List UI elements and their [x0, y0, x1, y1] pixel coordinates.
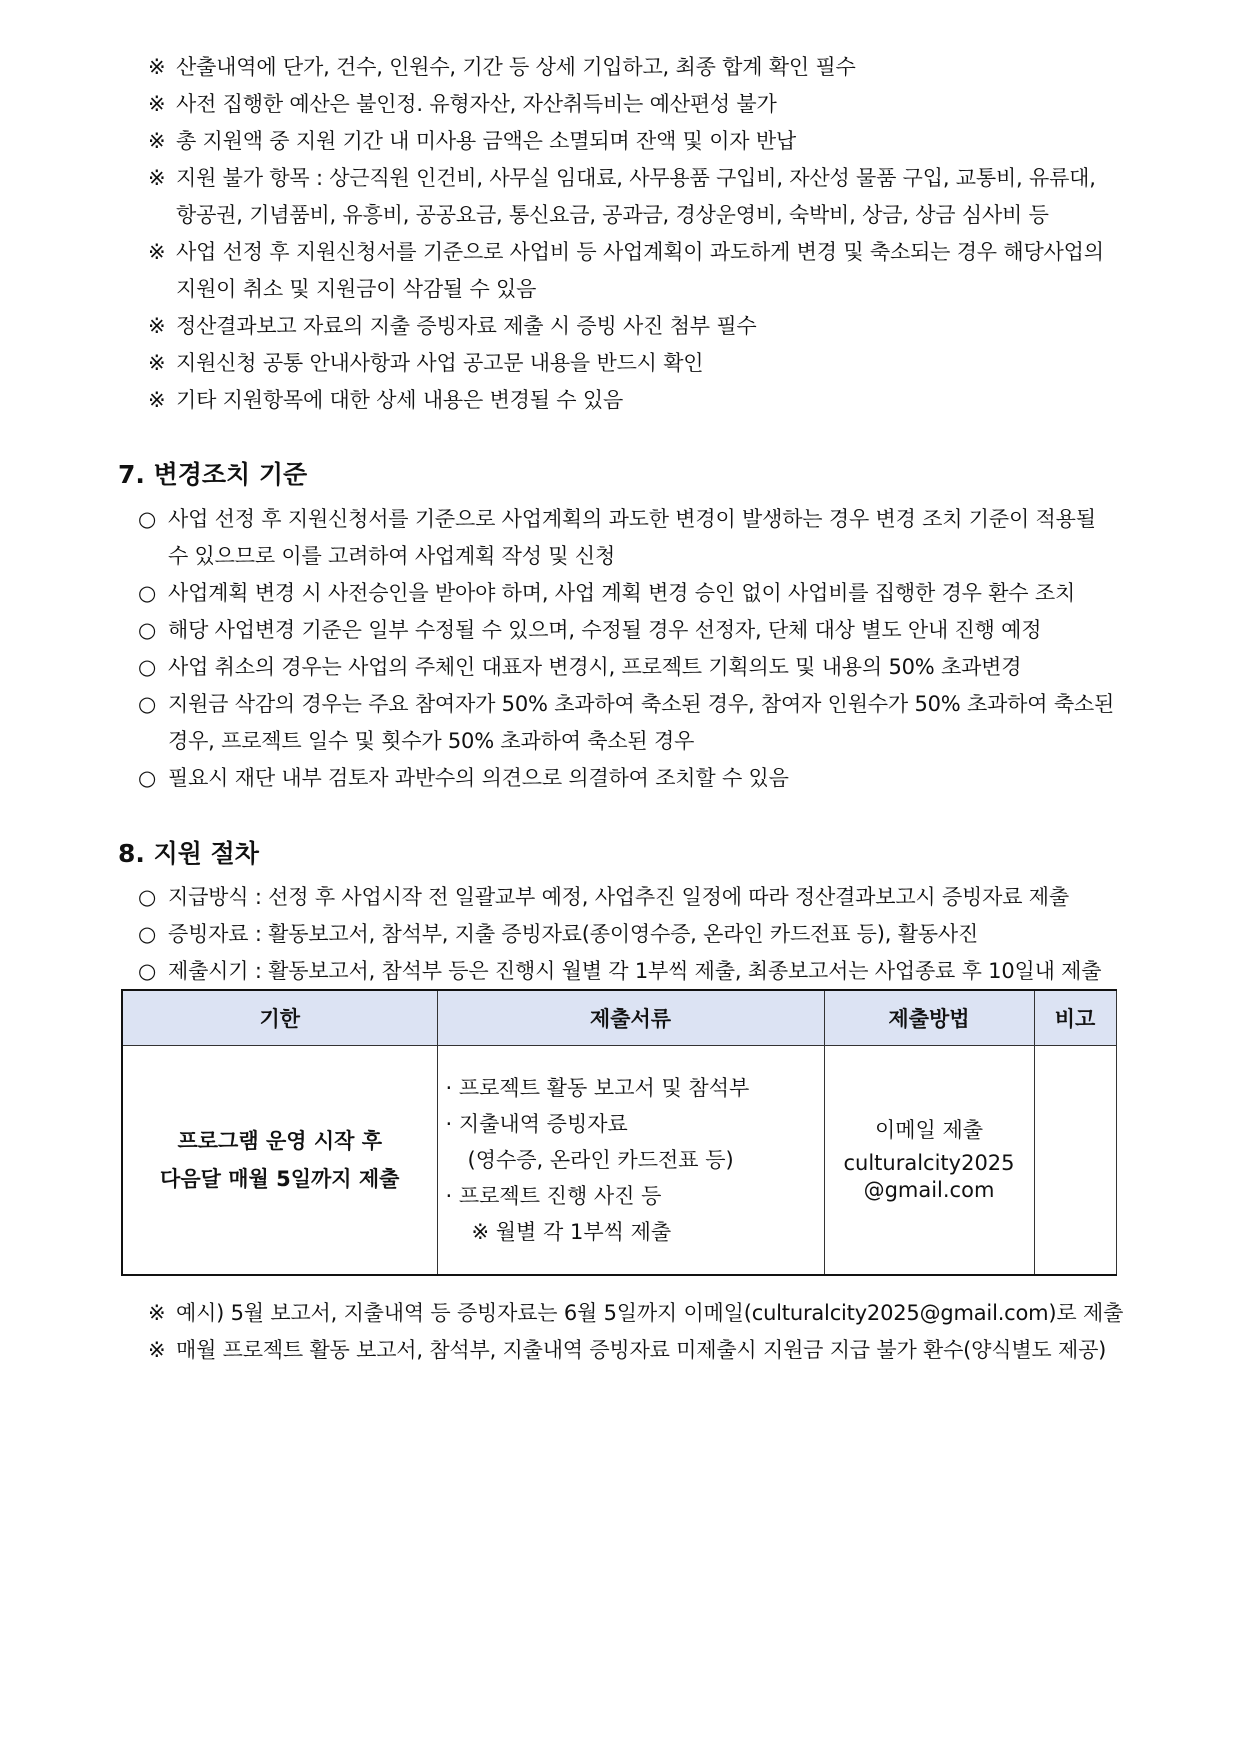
item-continuation: 경우, 프로젝트 일수 및 횟수가 50% 초과하여 축소된 경우	[168, 729, 695, 753]
circle-bullet: ○	[138, 885, 157, 909]
deadline-line: 다음달 매월 5일까지 제출	[160, 1167, 400, 1191]
note-text: 사업 선정 후 지원신청서를 기준으로 사업비 등 사업계획이 과도하게 변경 및 축소되는 경우 해당사업의	[176, 240, 1104, 264]
note-continuation: 항공권, 기념품비, 유흥비, 공공요금, 통신요금, 공과금, 경상운영비, 숙박비, 상금, 상금 심사비 등	[176, 203, 1049, 227]
note-line	[148, 126, 796, 156]
note-mark: ※	[148, 388, 166, 412]
note-line	[148, 237, 1104, 267]
email-line: @gmail.com	[863, 1177, 995, 1202]
note-line	[148, 385, 623, 415]
header-deadline: 기한	[122, 990, 437, 1046]
note-line	[148, 348, 703, 378]
table-row	[122, 1046, 1116, 1276]
circle-bullet: ○	[138, 618, 157, 642]
section-8-title: 8. 지원 절차	[118, 839, 259, 868]
doc-line: · 지출내역 증빙자료	[445, 1112, 628, 1136]
doc-line: (영수증, 온라인 카드전표 등)	[467, 1148, 734, 1172]
item-text: 사업계획 변경 시 사전승인을 받아야 하며, 사업 계획 변경 승인 없이 사업비를 집행한 경우 환수 조치	[168, 581, 1076, 605]
note-mark: ※	[148, 351, 166, 375]
item-text: 사업 취소의 경우는 사업의 주체인 대표자 변경시, 프로젝트 기획의도 및 내용의 50% 초과변경	[168, 655, 1022, 679]
doc-line: ※ 월별 각 1부씩 제출	[471, 1220, 672, 1244]
doc-line: · 프로젝트 진행 사진 등	[445, 1184, 662, 1208]
note-text: 산출내역에 단가, 건수, 인원수, 기간 등 상세 기입하고, 최종 합계 확인 필수	[176, 55, 856, 79]
note-mark: ※	[148, 55, 166, 79]
method-line: 이메일 제출	[874, 1117, 984, 1142]
note-text: 매월 프로젝트 활동 보고서, 참석부, 지출내역 증빙자료 미제출시 지원금 지급 불가 환수(양식별도 제공)	[176, 1338, 1107, 1362]
item-text: 사업 선정 후 지원신청서를 기준으로 사업계획의 과도한 변경이 발생하는 경우 변경 조치 기준이 적용될	[168, 507, 1096, 531]
section-7-title: 7. 변경조치 기준	[118, 460, 308, 489]
doc-line: · 프로젝트 활동 보고서 및 참석부	[445, 1076, 750, 1100]
note-mark: ※	[148, 314, 166, 338]
submission-table	[121, 989, 1117, 1276]
note-mark: ※	[148, 1338, 166, 1362]
note-line	[148, 163, 1096, 193]
item-text: 해당 사업변경 기준은 일부 수정될 수 있으며, 수정될 경우 선정자, 단체 대상 별도 안내 진행 예정	[168, 618, 1042, 642]
section-7-item	[138, 504, 1096, 534]
note-text: 지원 불가 항목 : 상근직원 인건비, 사무실 임대료, 사무용품 구입비, 자산성 물품 구입, 교통비, 유류대,	[176, 166, 1096, 190]
circle-bullet: ○	[138, 766, 157, 790]
circle-bullet: ○	[138, 692, 157, 716]
circle-bullet: ○	[138, 507, 157, 531]
note-mark: ※	[148, 166, 166, 190]
note-text: 기타 지원항목에 대한 상세 내용은 변경될 수 있음	[176, 388, 624, 412]
note-text: 사전 집행한 예산은 불인정. 유형자산, 자산취득비는 예산편성 불가	[176, 92, 777, 116]
section-7-item	[138, 652, 1021, 682]
circle-bullet: ○	[138, 959, 157, 983]
note-text: 예시) 5월 보고서, 지출내역 등 증빙자료는 6월 5일까지 이메일(culturalcity2025@gmail.com)로 제출	[176, 1301, 1124, 1325]
note-continuation: 지원이 취소 및 지원금이 삭감될 수 있음	[176, 277, 537, 301]
note-text: 정산결과보고 자료의 지출 증빙자료 제출 시 증빙 사진 첨부 필수	[176, 314, 757, 338]
note-line	[148, 1335, 1106, 1365]
section-7-item	[138, 763, 789, 793]
header-remark: 비고	[1034, 990, 1116, 1046]
note-line	[148, 52, 856, 82]
item-text: 지급방식 : 선정 후 사업시작 전 일괄교부 예정, 사업추진 일정에 따라 정산결과보고시 증빙자료 제출	[168, 885, 1069, 909]
item-text: 필요시 재단 내부 검토자 과반수의 의견으로 의결하여 조치할 수 있음	[168, 766, 789, 790]
section-7-item	[138, 615, 1041, 645]
item-text: 증빙자료 : 활동보고서, 참석부, 지출 증빙자료(종이영수증, 온라인 카드전표 등), 활동사진	[168, 922, 979, 946]
header-method: 제출방법	[824, 990, 1034, 1046]
cell-remark	[1034, 1046, 1116, 1276]
email-line: culturalcity2025	[843, 1150, 1015, 1175]
section-8-item	[138, 956, 1101, 986]
section-8-item	[138, 919, 978, 949]
deadline-line: 프로그램 운영 시작 후	[177, 1129, 382, 1153]
circle-bullet: ○	[138, 581, 157, 605]
note-line	[148, 89, 777, 119]
note-text: 지원신청 공통 안내사항과 사업 공고문 내용을 반드시 확인	[176, 351, 704, 375]
note-mark: ※	[148, 129, 166, 153]
item-continuation: 수 있으므로 이를 고려하여 사업계획 작성 및 신청	[168, 544, 616, 568]
section-7-item	[138, 689, 1114, 719]
cell-deadline	[122, 1046, 437, 1276]
header-documents: 제출서류	[437, 990, 824, 1046]
section-7-item	[138, 578, 1075, 608]
table-header-row	[122, 990, 1116, 1046]
note-mark: ※	[148, 240, 166, 264]
circle-bullet: ○	[138, 922, 157, 946]
cell-documents	[437, 1046, 824, 1276]
item-text: 지원금 삭감의 경우는 주요 참여자가 50% 초과하여 축소된 경우, 참여자 인원수가 50% 초과하여 축소된	[168, 692, 1115, 716]
note-line	[148, 311, 757, 341]
note-mark: ※	[148, 92, 166, 116]
note-line	[148, 1298, 1123, 1328]
circle-bullet: ○	[138, 655, 157, 679]
note-mark: ※	[148, 1301, 166, 1325]
item-text: 제출시기 : 활동보고서, 참석부 등은 진행시 월별 각 1부씩 제출, 최종보고서는 사업종료 후 10일내 제출	[168, 959, 1102, 983]
section-8-item	[138, 882, 1069, 912]
note-text: 총 지원액 중 지원 기간 내 미사용 금액은 소멸되며 잔액 및 이자 반납	[176, 129, 797, 153]
cell-method	[824, 1046, 1034, 1276]
